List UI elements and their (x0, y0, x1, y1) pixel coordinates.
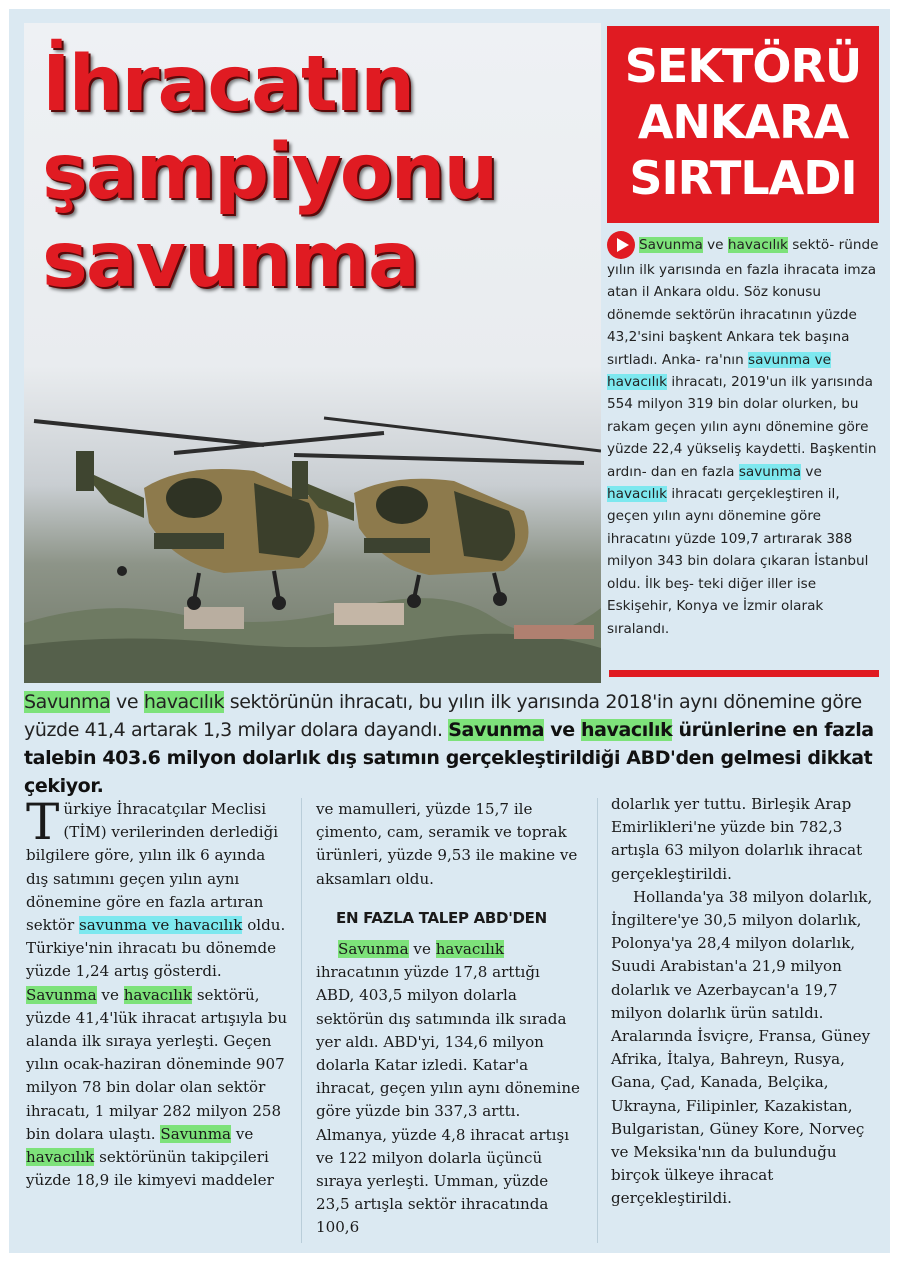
play-icon (607, 231, 635, 259)
column-divider (301, 798, 302, 1243)
highlight: havacılık (580, 719, 673, 741)
highlight: Savunma (338, 940, 409, 959)
headline-line-2: şampiyonu (42, 128, 497, 217)
helicopter-photo (24, 23, 601, 683)
body-column-2 (316, 798, 581, 1240)
body-text: ürkiye İhracatçılar Meclisi (TİM) verilerinden derlediği bilgilere göre, yılın ilk 6 ayında dış satımını geçen yılın aynı dönemine göre en fazla artıran sektör (26, 800, 279, 935)
body-text: ihracatının yüzde 17,8 arttığı ABD, 403,5 milyon dolarla sektörün dış satımında ilk sırada yer aldı. ABD'yi, 134,6 milyon dolarla Katar izledi. Katar'a ihracat, geçen yılın aynı dönemine göre yüzde bin 337,3 arttı. Almanya, yüzde 4,8 ihracat artışı ve 122 milyon dolarla üçüncü sıraya yerleşti. Umman, yüzde 23,5 artışla sektör ihracatında 100,6 (316, 963, 580, 1237)
highlight: havacılık (26, 1148, 95, 1167)
highlight: savunma ve havacılık (79, 916, 243, 935)
body-text: Hollanda'ya 38 milyon dolarlık, İngiltere'ye 30,5 milyon dolarlık, Polonya'ya 28,4 milyon dolarlık, Suudi Arabistan'a 21,9 milyon dolarlık ve Azerbaycan'a 19,7 milyon dolarlık ürün satıldı. Aralarında İsviçre, Fransa, Güney Afrika, İtalya, Bahreyn, Rusya, Gana, Çad, Kanada, Belçika, Ukrayna, Filipinler, Kazakistan, Bulgaristan, Güney Kore, Norveç ve Meksika'nın da bulunduğu birçok ülkeye ihracat gerçekleştirildi. (611, 887, 873, 1208)
body-text: ve mamulleri, yüzde 15,7 ile çimento, cam, seramik ve toprak ürünleri, yüzde 9,53 ile makine ve aksamları oldu. (316, 800, 578, 888)
side-text: sektö- ründe yılın ilk yarısında en fazla ihracata imza atan il Ankara oldu. Söz konusu dönemde sektörün ihracatının yüzde 43,2'sini başkent Ankara tek başına sırtladı. Anka- ra'nın (607, 237, 879, 368)
highlight: havacılık (727, 237, 788, 253)
text: ve (801, 463, 822, 480)
highlight: havacılık (123, 985, 193, 1004)
body-column-1 (26, 793, 288, 1192)
side-headline-line-3: SIRTLADI (629, 151, 857, 205)
highlight: Savunma (26, 985, 97, 1004)
body-text: dolarlık yer tuttu. Birleşik Arap Emirlikleri'ne yüzde bin 782,3 artışla 63 milyon dolarlık ihracat gerçekleştirildi. (611, 795, 863, 883)
side-article (607, 231, 879, 640)
highlight: havacılık (143, 691, 225, 713)
column-divider (597, 798, 598, 1243)
text: ve (544, 719, 581, 741)
highlight: havacılık (435, 940, 505, 959)
highlight: savunma (738, 463, 802, 480)
text: ve (408, 940, 436, 959)
highlight: havacılık (607, 486, 667, 503)
side-headline-box (607, 26, 879, 223)
headline-line-3: savunma (42, 216, 418, 305)
highlight: Savunma (639, 237, 703, 253)
main-headline (42, 41, 601, 305)
lead-paragraph (24, 688, 884, 800)
text: ve (96, 985, 124, 1004)
lead-text: sektörünün ihracatı, bu yılın ilk yarısında 2018'in aynı dönemine göre yüzde 41,4 artarak 1,3 milyar dolara dayandı. (24, 691, 862, 741)
subheading: EN FAZLA TALEP ABD'DEN (336, 908, 547, 927)
red-divider (609, 670, 879, 677)
text: ve (231, 1124, 254, 1143)
drop-cap: T (26, 793, 60, 851)
side-headline-line-2: ANKARA (637, 95, 849, 149)
body-text: sektörünün takipçileri yüzde 18,9 ile kimyevi maddeler (26, 1148, 274, 1190)
highlight: Savunma (160, 1124, 232, 1143)
side-text: ihracatı gerçekleştiren il, geçen yılın aynı dönemine göre ihracatını yüzde 109,7 artırarak 388 milyon 343 bin dolara çıkaran İstanbul oldu. İlk beş- teki diğer iller ise Eskişehir, Konya ve İzmir olarak sıralandı. (607, 486, 869, 637)
helicopter-illustration (24, 393, 601, 683)
highlight: savunma ve havacılık (607, 351, 832, 391)
body-text: sektörü, yüzde 41,4'lük ihracat artışıyla bu alanda ilk sıraya yerleşti. Geçen yılın ocak-haziran döneminde 907 milyon 78 bin dolar olan sektör ihracatı, 1 milyar 282 milyon 258 bin dolara ulaştı. (26, 985, 288, 1143)
text: ve (110, 691, 144, 713)
side-headline-line-1: SEKTÖRÜ (624, 39, 862, 93)
newspaper-page (9, 9, 890, 1253)
highlight: Savunma (448, 719, 545, 741)
body-text: oldu. Türkiye'nin ihracatı bu dönemde yüzde 1,24 artış gösterdi. (26, 916, 286, 981)
text: ve (702, 237, 728, 253)
body-column-3 (611, 793, 883, 1211)
headline-line-1: İhracatın (42, 40, 414, 129)
highlight: Savunma (24, 691, 111, 713)
lead-bold-text: ürünlerine en fazla talebin 403.6 milyon dolarlık dış satımın gerçekleştirildiği ABD'den gelmesi dikkat çekiyor. (24, 719, 874, 797)
body-paragraph (316, 938, 581, 1240)
side-text: ihracatı, 2019'un ilk yarısında 554 milyon 319 bin dolar olurken, bu rakam geçen yılın aynı dönemine göre yüzde 22,4 yükseliş kaydetti. Başkentin ardın- dan en fazla (607, 374, 877, 480)
